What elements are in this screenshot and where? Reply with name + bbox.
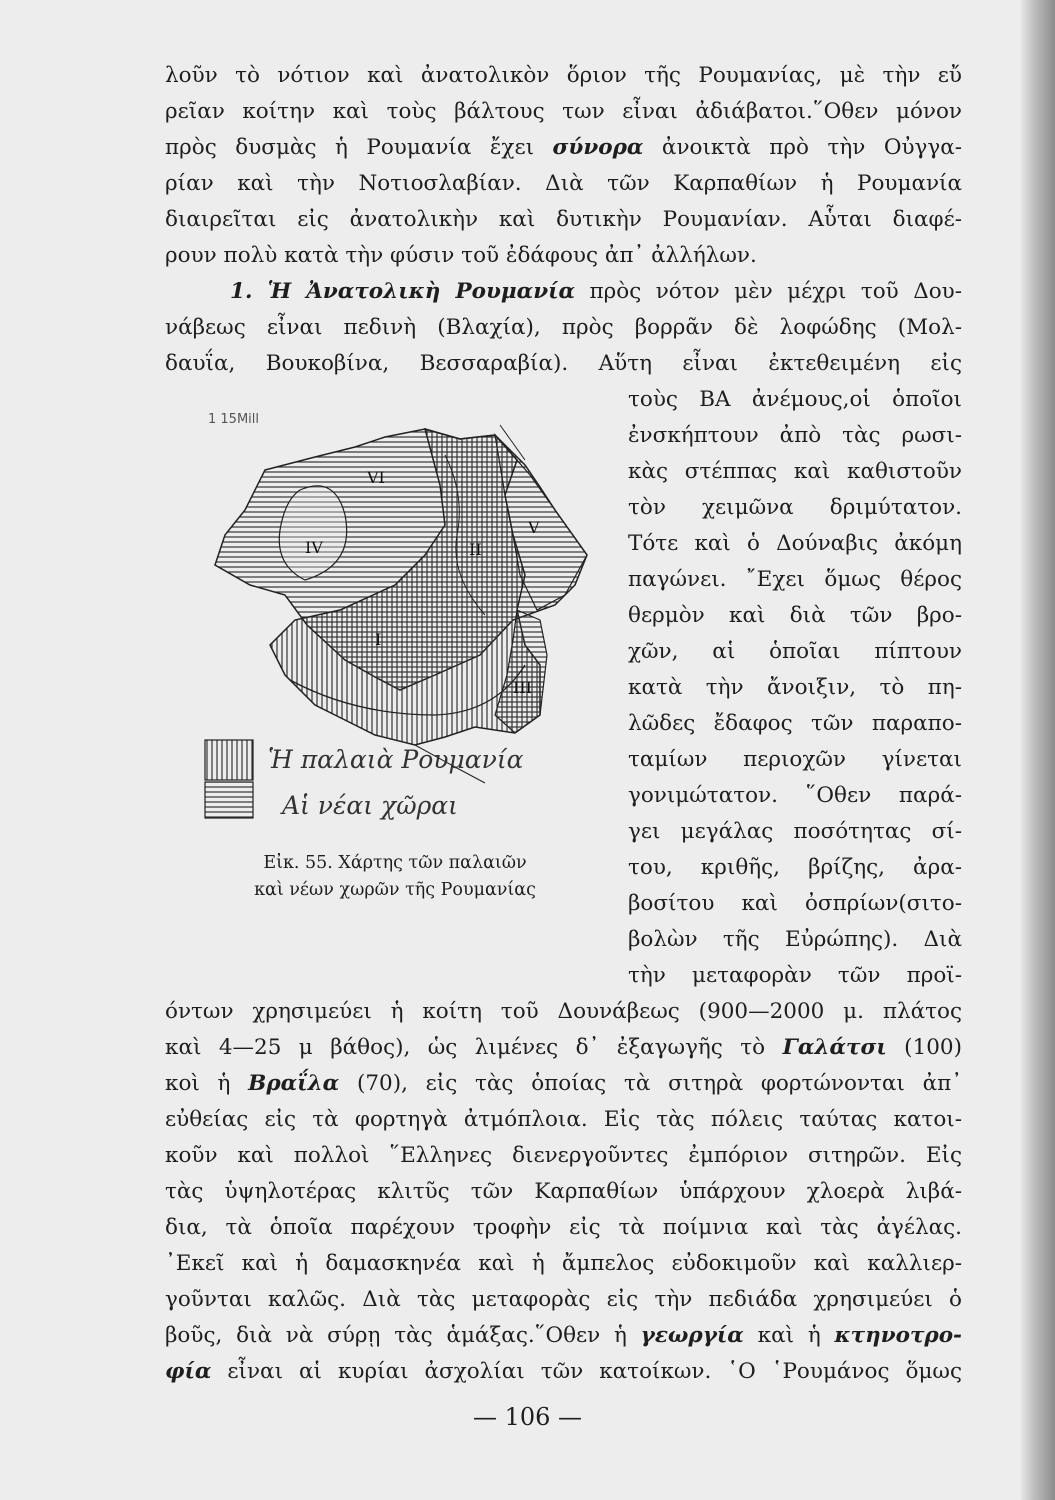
text-line bbox=[165, 1066, 962, 1102]
page-number: — 106 — bbox=[472, 1403, 583, 1431]
text-line: κὰς στέππας καὶ καθιστοῦν bbox=[628, 459, 962, 484]
text-fragment: (100) bbox=[886, 1035, 962, 1060]
text-line: χῶν, αἱ ὁποῖαι πίπτουν bbox=[628, 639, 962, 664]
text-fragment: καὶ ἡ bbox=[743, 1323, 835, 1348]
map-label-iii: III bbox=[513, 678, 532, 697]
text-line: ᾿Εκεῖ καὶ ἡ δαμασκηνέα καὶ ἡ ἄμπελος εὐδοκιμοῦν καὶ καλλιερ- bbox=[165, 1251, 962, 1276]
place-braila: Βραΐλα bbox=[248, 1071, 340, 1096]
text-line: παγώνει. ῎Εχει ὅμως θέρος bbox=[628, 567, 962, 592]
text-line bbox=[165, 1030, 962, 1066]
text-fragment: καὶ 4—25 μ βάθος), ὡς λιμένες δ᾿ ἐξαγωγῆς τὸ bbox=[165, 1035, 783, 1060]
text-fragment: εἶναι αἱ κυρίαι ἀσχολίαι τῶν κατοίκων. ῾Ο ῾Ρουμάνος ὅμως bbox=[211, 1359, 962, 1384]
map-label-iv: IV bbox=[305, 538, 323, 557]
text-line: γοῦνται καλῶς. Διὰ τὰς μεταφορὰς εἰς τὴν πεδιάδα χρησιμεύει ὁ bbox=[165, 1287, 962, 1312]
term-synora: σύνορα bbox=[552, 135, 644, 160]
text-line: νάβεως εἶναι πεδινὴ (Βλαχία), πρὸς βορρᾶν δὲ λοφώδης (Μολ- bbox=[165, 315, 962, 340]
map-label-ii: II bbox=[469, 540, 482, 559]
text-line: του, κριθῆς, βρίζης, ἀρα- bbox=[628, 855, 962, 880]
text-fragment: (70), εἰς τὰς ὁποίας τὰ σιτηρὰ φορτώνονται ἀπ᾿ bbox=[339, 1071, 962, 1096]
text-line: γει μεγάλας ποσότητας σί- bbox=[628, 819, 962, 844]
text-fragment: ἀνοικτὰ πρὸ τὴν Οὐγγα- bbox=[643, 135, 963, 160]
text-line: ἐνσκήπτουν ἀπὸ τὰς ρωσι- bbox=[628, 423, 962, 448]
figure-caption-line2: καὶ νέων χωρῶν τῆς Ρουμανίας bbox=[254, 880, 536, 900]
text-fragment: πρὸς δυσμὰς ἡ Ρουμανία ἔχει bbox=[165, 135, 553, 160]
text-fragment: πρὸς νότον μὲν μέχρι τοῦ Δου- bbox=[575, 279, 962, 304]
text-line: τοὺς ΒΑ ἀνέμους,οἱ ὁποῖοι bbox=[628, 387, 962, 412]
text-line bbox=[165, 130, 962, 166]
map-scale-label: 1 15Mill bbox=[208, 412, 259, 427]
text-line: λῶδες ἔδαφος τῶν παραπο- bbox=[628, 711, 962, 736]
text-line: ρίαν καὶ τὴν Νοτιοσλαβίαν. Διὰ τῶν Καρπαθίων ἡ Ρουμανία bbox=[165, 171, 962, 196]
map-label-v: V bbox=[528, 518, 540, 537]
text-line: λοῦν τὸ νότιον καὶ ἀνατολικὸν ὅριον τῆς Ρουμανίας, μὲ τὴν εὔ bbox=[165, 63, 962, 88]
text-line: κατὰ τὴν ἄνοιξιν, τὸ πη- bbox=[628, 675, 962, 700]
section-heading: Ἡ Ἀνατολικὴ Ρουμανία bbox=[267, 279, 576, 304]
text-line: Τότε καὶ ὁ Δούναβις ἀκόμη bbox=[628, 531, 962, 556]
legend-old-romania: Ἡ παλαιὰ Ρουμανία bbox=[268, 745, 524, 774]
text-line: βοσίτου καὶ ὀσπρίων(σιτο- bbox=[628, 891, 962, 916]
text-line: γονιμώτατον. ῞Οθεν παρά- bbox=[628, 783, 962, 808]
section-number: 1. bbox=[230, 279, 268, 304]
map-label-i: I bbox=[375, 630, 382, 649]
map-label-vi: VI bbox=[367, 468, 385, 487]
text-line: ταμίων περιοχῶν γίνεται bbox=[628, 747, 962, 772]
text-line: βολὼν τῆς Εὐρώπης). Διὰ bbox=[628, 927, 962, 952]
text-fragment: βοῦς, διὰ νὰ σύρῃ τὰς ἁμάξας.῞Οθεν ἡ bbox=[165, 1323, 641, 1348]
book-spine-shadow bbox=[1021, 0, 1055, 1500]
text-line: δαυΐα, Βουκοβίνα, Βεσσαραβία). Αὕτη εἶναι ἐκτεθειμένη εἰς bbox=[165, 351, 962, 376]
legend-swatch-old bbox=[205, 740, 253, 780]
legend-new-lands: Αἱ νέαι χῶραι bbox=[282, 791, 458, 820]
figure-caption-line1: Εἰκ. 55. Χάρτης τῶν παλαιῶν bbox=[263, 853, 527, 873]
text-fragment: κοὶ ἡ bbox=[165, 1071, 249, 1096]
term-ktinotrofia-end: φία bbox=[165, 1359, 212, 1384]
term-georgia: γεωργία bbox=[640, 1323, 744, 1348]
text-line: τὸν χειμῶνα δριμύτατον. bbox=[628, 495, 962, 520]
text-line: δια, τὰ ὁποῖα παρέχουν τροφὴν εἰς τὰ ποίμνια καὶ τὰς ἀγέλας. bbox=[165, 1215, 962, 1240]
text-line: διαιρεῖται εἰς ἀνατολικὴν καὶ δυτικὴν Ρουμανίαν. Αὗται διαφέ- bbox=[165, 207, 962, 232]
text-line: όντων χρησιμεύει ἡ κοίτη τοῦ Δουνάβεως (900—2000 μ. πλάτος bbox=[165, 999, 962, 1024]
text-line bbox=[230, 274, 962, 310]
text-line: κοῦν καὶ πολλοὶ ῞Ελληνες διενεργοῦντες ἐμπόριον σιτηρῶν. Εἰς bbox=[165, 1143, 962, 1168]
term-ktinotrofia: κτηνοτρο- bbox=[834, 1323, 962, 1348]
legend-swatch-new bbox=[205, 782, 253, 818]
text-line: ρεῖαν κοίτην καὶ τοὺς βάλτους των εἶναι ἀδιάβατοι.῞Οθεν μόνον bbox=[165, 99, 962, 124]
text-line: θερμὸν καὶ διὰ τῶν βρο- bbox=[628, 603, 962, 628]
text-line bbox=[165, 1354, 962, 1390]
text-line: ρουν πολὺ κατὰ τὴν φύσιν τοῦ ἐδάφους ἀπ᾿ ἀλλήλων. bbox=[165, 243, 757, 268]
text-line: τὴν μεταφορὰν τῶν προϊ- bbox=[628, 963, 962, 988]
text-line: εὐθείας εἰς τὰ φορτηγὰ ἀτμόπλοια. Εἰς τὰς πόλεις ταύτας κατοι- bbox=[165, 1107, 962, 1132]
text-line: τὰς ὑψηλοτέρας κλιτῦς τῶν Καρπαθίων ὑπάρχουν χλοερὰ λιβά- bbox=[165, 1179, 962, 1204]
place-galatsi: Γαλάτσι bbox=[782, 1035, 887, 1060]
text-line bbox=[165, 1318, 962, 1354]
